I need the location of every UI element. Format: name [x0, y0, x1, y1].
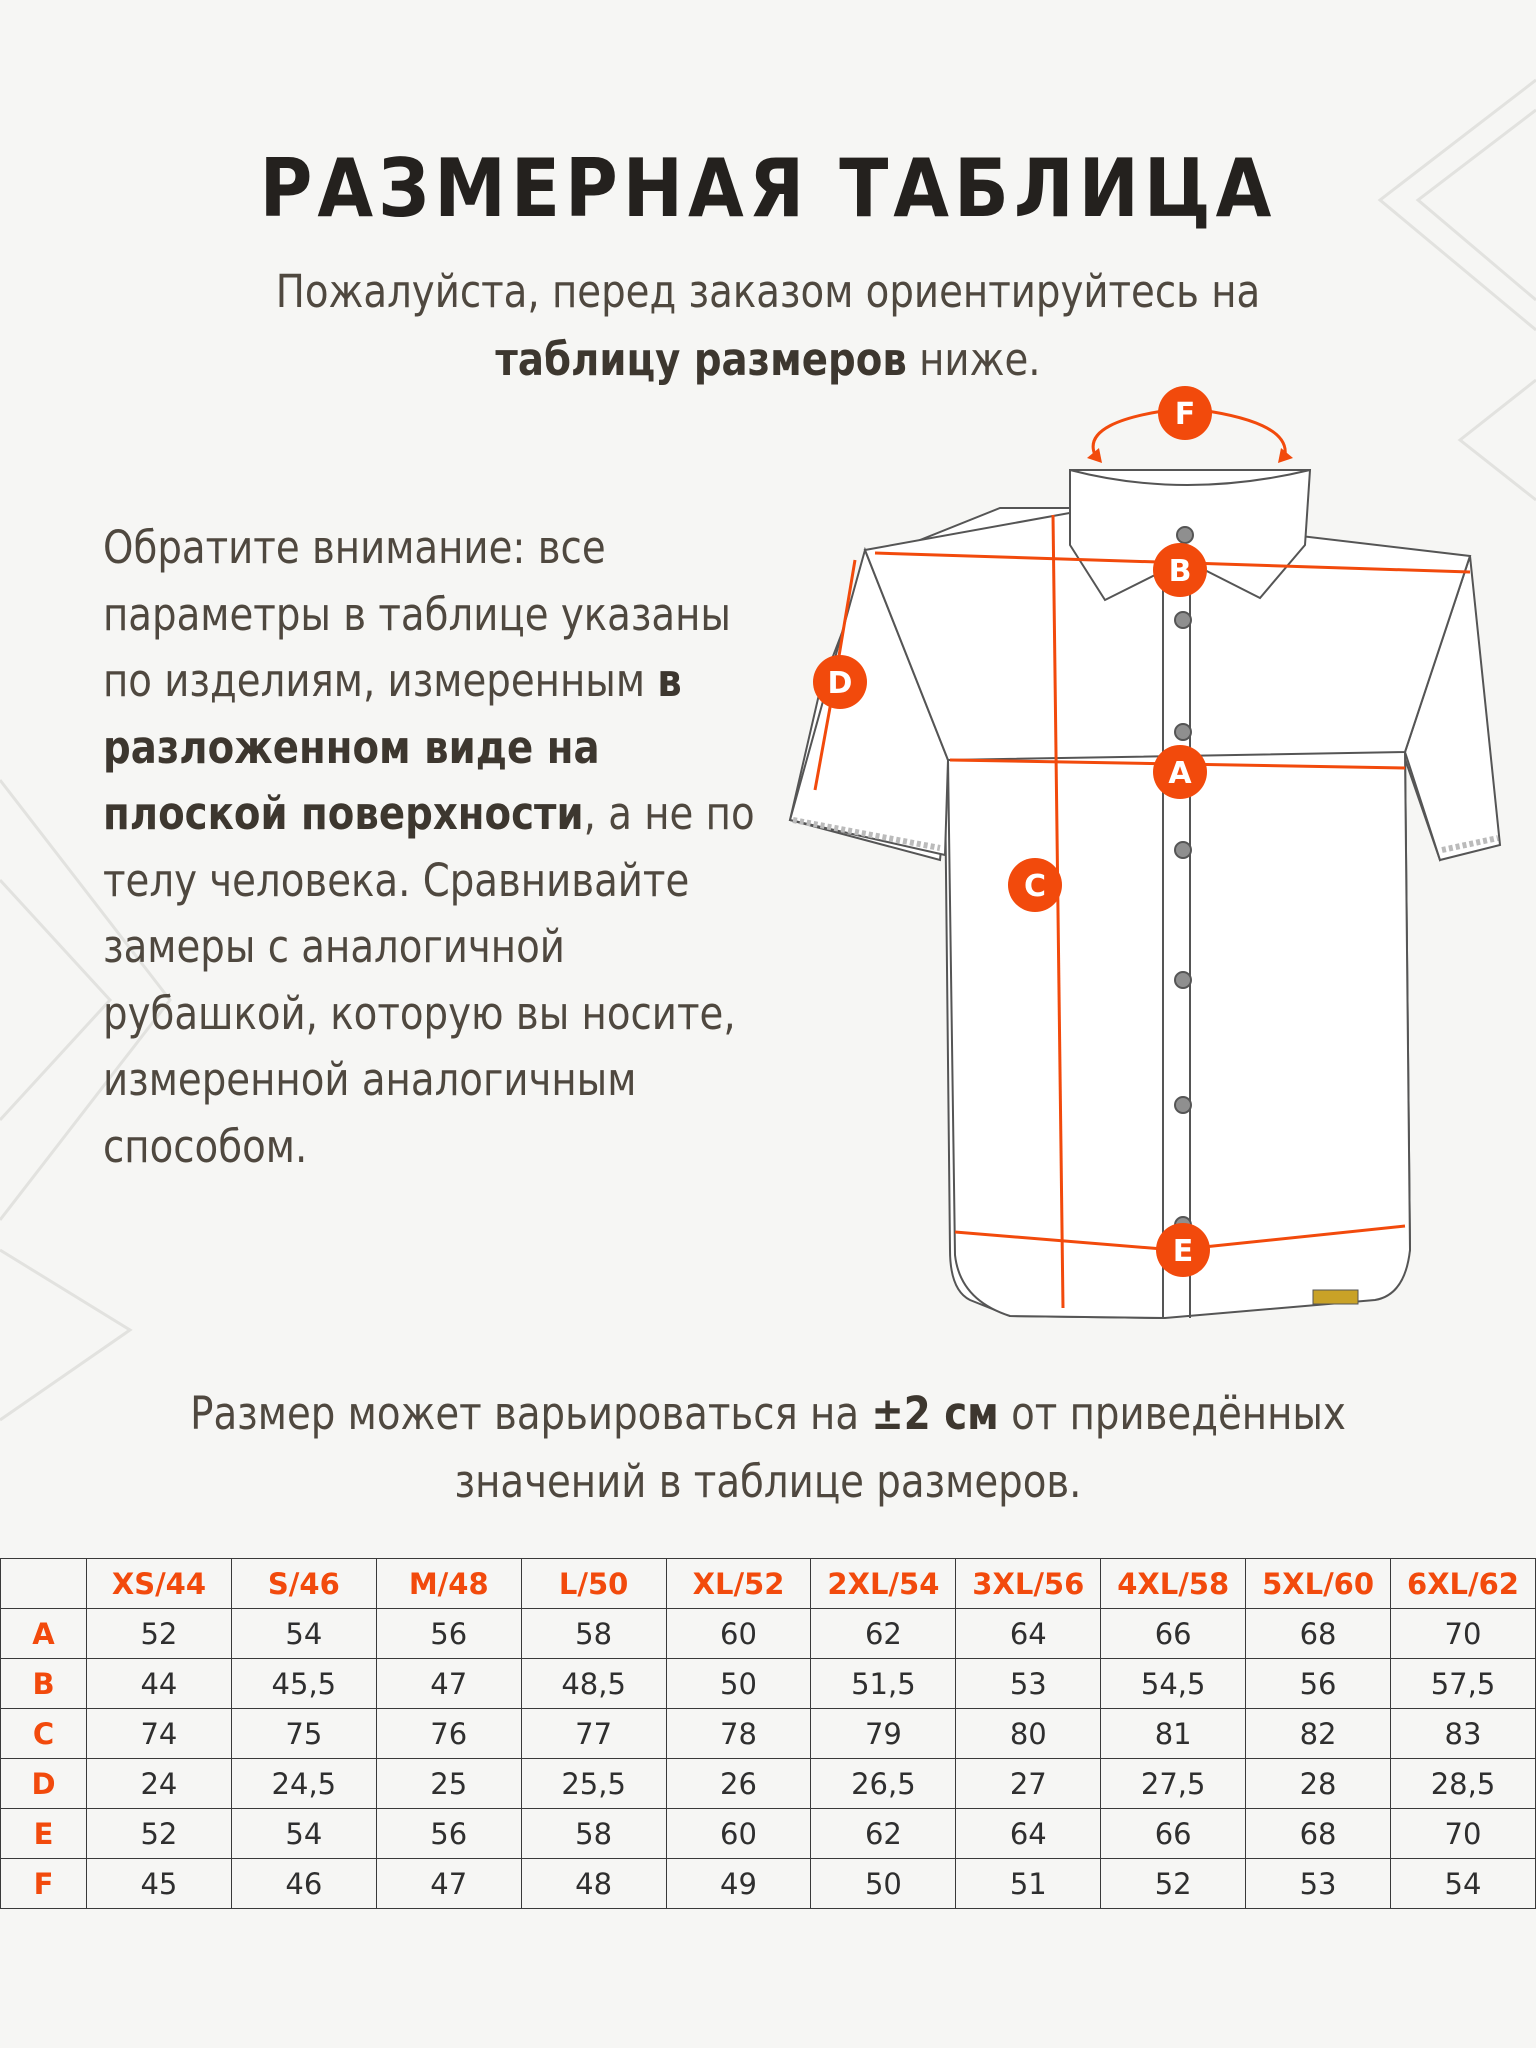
- measurement-note: Обратите внимание: все параметры в таблице указаны по изделиям, измеренным в разложенном виде на плоской поверхности, а не по телу человека. Сравнивайте замеры с аналогичной рубашкой, которую вы носите, измеренной аналогичным способом.: [103, 521, 755, 1173]
- table-cell: 26: [666, 1759, 811, 1809]
- marker-a: A: [1168, 756, 1192, 791]
- column-header: M/48: [376, 1559, 521, 1609]
- shirt-diagram: [770, 385, 1536, 1335]
- table-cell: 68: [1246, 1609, 1391, 1659]
- column-header: 3XL/56: [956, 1559, 1101, 1609]
- column-header: XL/52: [666, 1559, 811, 1609]
- table-cell: 48,5: [521, 1659, 666, 1709]
- column-header: 5XL/60: [1246, 1559, 1391, 1609]
- table-cell: 53: [956, 1659, 1101, 1709]
- table-cell: 27: [956, 1759, 1101, 1809]
- table-cell: 24: [87, 1759, 232, 1809]
- table-cell: 56: [376, 1809, 521, 1859]
- column-header: L/50: [521, 1559, 666, 1609]
- table-cell: 25: [376, 1759, 521, 1809]
- table-cell: 64: [956, 1609, 1101, 1659]
- table-cell: 26,5: [811, 1759, 956, 1809]
- column-header: 2XL/54: [811, 1559, 956, 1609]
- row-label: B: [1, 1659, 87, 1709]
- size-variation-note: Размер может варьироваться на ±2 см от приведённых значений в таблице размеров.: [190, 1387, 1346, 1508]
- table-cell: 56: [1246, 1659, 1391, 1709]
- column-header: XS/44: [87, 1559, 232, 1609]
- table-cell: 54,5: [1101, 1659, 1246, 1709]
- table-cell: 76: [376, 1709, 521, 1759]
- table-row: [1, 1809, 1536, 1859]
- table-cell: 75: [231, 1709, 376, 1759]
- row-label: C: [1, 1709, 87, 1759]
- table-cell: 83: [1391, 1709, 1536, 1759]
- table-cell: 51,5: [811, 1659, 956, 1709]
- table-cell: 74: [87, 1709, 232, 1759]
- intro-text: Пожалуйста, перед заказом ориентируйтесь на таблицу размеров ниже.: [275, 265, 1261, 386]
- marker-d: D: [827, 666, 853, 701]
- table-cell: 78: [666, 1709, 811, 1759]
- table-cell: 27,5: [1101, 1759, 1246, 1809]
- table-cell: 56: [376, 1609, 521, 1659]
- row-label: E: [1, 1809, 87, 1859]
- row-label: A: [1, 1609, 87, 1659]
- table-cell: 70: [1391, 1809, 1536, 1859]
- table-cell: 60: [666, 1609, 811, 1659]
- table-row: [1, 1759, 1536, 1809]
- table-cell: 77: [521, 1709, 666, 1759]
- marker-b: B: [1168, 554, 1192, 589]
- table-cell: 62: [811, 1609, 956, 1659]
- table-cell: 54: [231, 1609, 376, 1659]
- table-row: [1, 1709, 1536, 1759]
- page-title: РАЗМЕРНАЯ ТАБЛИЦА: [259, 141, 1277, 235]
- table-cell: 52: [87, 1809, 232, 1859]
- table-cell: 62: [811, 1809, 956, 1859]
- table-cell: 64: [956, 1809, 1101, 1859]
- row-label: D: [1, 1759, 87, 1809]
- table-cell: 70: [1391, 1609, 1536, 1659]
- table-header-row: [1, 1559, 1536, 1609]
- table-cell: 44: [87, 1659, 232, 1709]
- table-cell: 46: [231, 1859, 376, 1909]
- table-cell: 81: [1101, 1709, 1246, 1759]
- marker-f: F: [1174, 397, 1196, 432]
- table-cell: 28,5: [1391, 1759, 1536, 1809]
- table-cell: 50: [811, 1859, 956, 1909]
- column-header: S/46: [231, 1559, 376, 1609]
- table-cell: 47: [376, 1859, 521, 1909]
- table-cell: 80: [956, 1709, 1101, 1759]
- table-cell: 66: [1101, 1809, 1246, 1859]
- table-row: [1, 1609, 1536, 1659]
- table-row: [1, 1659, 1536, 1709]
- column-header: 4XL/58: [1101, 1559, 1246, 1609]
- size-table: [0, 1558, 1536, 1909]
- table-corner-cell: [1, 1559, 87, 1609]
- table-cell: 48: [521, 1859, 666, 1909]
- table-cell: 57,5: [1391, 1659, 1536, 1709]
- table-cell: 68: [1246, 1809, 1391, 1859]
- table-cell: 58: [521, 1809, 666, 1859]
- table-cell: 54: [231, 1809, 376, 1859]
- table-cell: 51: [956, 1859, 1101, 1909]
- table-cell: 52: [87, 1609, 232, 1659]
- table-cell: 79: [811, 1709, 956, 1759]
- table-cell: 58: [521, 1609, 666, 1659]
- table-cell: 66: [1101, 1609, 1246, 1659]
- table-cell: 25,5: [521, 1759, 666, 1809]
- table-cell: 28: [1246, 1759, 1391, 1809]
- table-cell: 50: [666, 1659, 811, 1709]
- table-cell: 82: [1246, 1709, 1391, 1759]
- table-cell: 52: [1101, 1859, 1246, 1909]
- table-cell: 53: [1246, 1859, 1391, 1909]
- marker-c: C: [1023, 869, 1047, 904]
- table-cell: 45: [87, 1859, 232, 1909]
- table-row: [1, 1859, 1536, 1909]
- table-cell: 47: [376, 1659, 521, 1709]
- table-cell: 60: [666, 1809, 811, 1859]
- marker-e: E: [1172, 1234, 1194, 1269]
- row-label: F: [1, 1859, 87, 1909]
- table-cell: 49: [666, 1859, 811, 1909]
- table-cell: 24,5: [231, 1759, 376, 1809]
- table-cell: 45,5: [231, 1659, 376, 1709]
- table-cell: 54: [1391, 1859, 1536, 1909]
- column-header: 6XL/62: [1391, 1559, 1536, 1609]
